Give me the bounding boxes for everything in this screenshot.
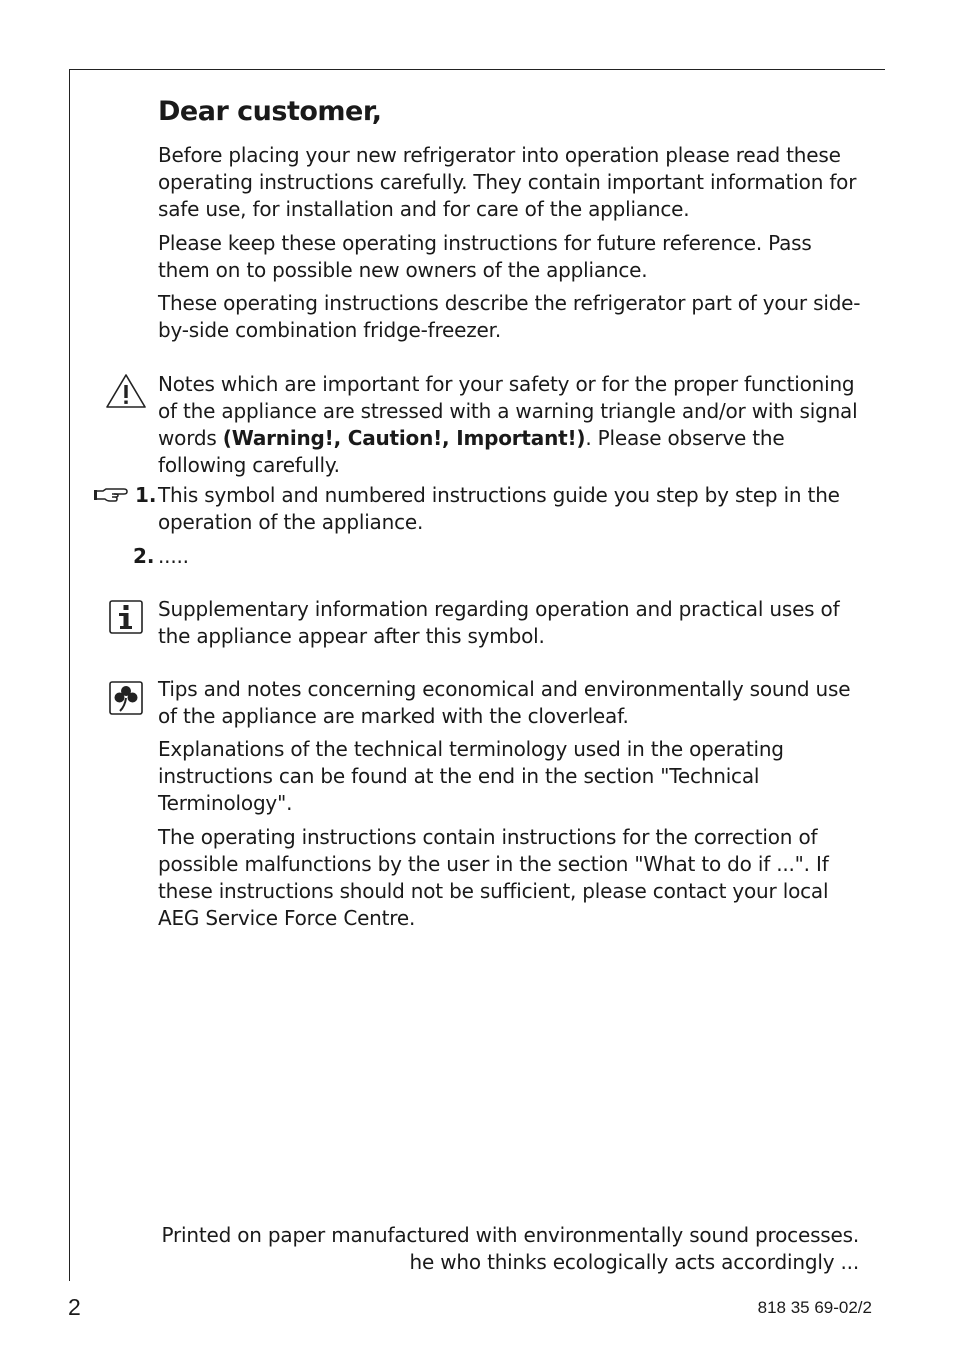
step-number-1: 1. <box>135 483 157 507</box>
document-code: 818 35 69-02/2 <box>757 1298 872 1317</box>
environment-note <box>161 1222 859 1276</box>
intro-paragraph-3: These operating instructions describe the refrigerator part of your side-by-side combination fridge-freezer. <box>158 291 861 342</box>
pointing-hand-icon <box>94 486 130 504</box>
intro-paragraph-2: Please keep these operating instructions for future reference. Pass them on to possible new owners of the appliance. <box>158 231 812 282</box>
warning-text-before: Notes which are important for your safety or for the proper functioning of the appliance are stressed with a warning triangle and/or with signal words <box>158 372 858 450</box>
eco-paragraph-3: The operating instructions contain instructions for the correction of possible malfunctions by the user in the section "What to do if ...". If these instructions should not be sufficient, please contact your local AEG Service Force Centre. <box>158 825 829 930</box>
environment-note-line-2: he who thinks ecologically acts accordingly ... <box>409 1250 859 1274</box>
page-title: Dear customer, <box>158 96 382 127</box>
eco-paragraph-1: Tips and notes concerning economical and environmentally sound use of the appliance are marked with the cloverleaf. <box>158 677 851 728</box>
warning-paragraph <box>158 371 864 479</box>
step-text-1: This symbol and numbered instructions guide you step by step in the operation of the appliance. <box>158 483 840 534</box>
warning-triangle-icon <box>104 372 148 410</box>
step-text-2: ..... <box>158 544 189 568</box>
intro-paragraph-1: Before placing your new refrigerator into operation please read these operating instructions carefully. They contain important information for safe use, for installation and for care of the appliance. <box>158 143 857 221</box>
info-paragraph: Supplementary information regarding operation and practical uses of the appliance appear after this symbol. <box>158 597 840 648</box>
info-icon <box>109 600 143 634</box>
environment-note-line-1: Printed on paper manufactured with environmentally sound processes. <box>161 1223 859 1247</box>
signal-words: (Warning!, Caution!, Important!) <box>222 426 586 450</box>
eco-paragraph-2: Explanations of the technical terminology used in the operating instructions can be found at the end in the section "Technical Terminology". <box>158 737 784 815</box>
warning-text-after: . Please observe the following carefully. <box>158 426 785 477</box>
cloverleaf-icon <box>109 681 143 715</box>
step-number-2: 2. <box>133 544 155 568</box>
top-rule <box>69 69 885 70</box>
left-margin-rule <box>69 69 70 1281</box>
page-number: 2 <box>68 1294 81 1320</box>
